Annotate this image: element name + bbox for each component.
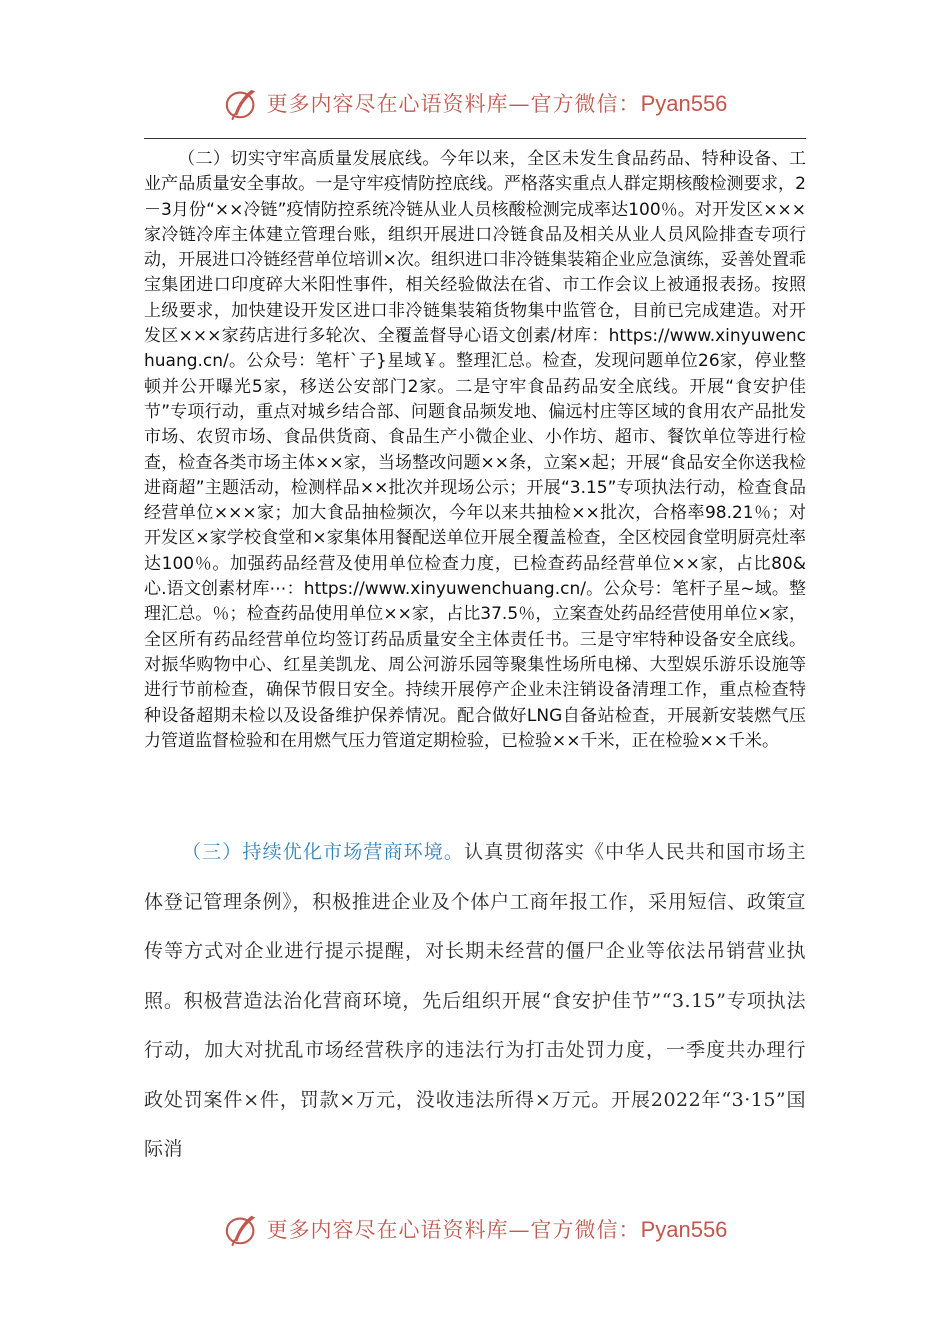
header-rule [144, 138, 806, 139]
quill-pen-logo-icon [223, 1210, 261, 1248]
watermark-text: 更多内容尽在心语资料库—官方微信：Pyan556 [266, 91, 728, 116]
quill-pen-logo-icon [223, 84, 261, 122]
section3-paragraph [144, 828, 806, 1175]
section2-paragraph: （二）切实守牢高质量发展底线。今年以来，全区未发生食品药品、特种设备、工业产品质量安全事故。一是守牢疫情防控底线。严格落实重点人群定期核酸检测要求，2－3月份“××冷链”疫情防控系统冷链从业人员核酸检测完成率达100％。对开发区×××家冷链冷库主体建立管理台账，组织开展进口冷链食品及相关从业人员风险排查专项行动，开展进口冷链经营单位培训×次。组织进口非冷链集装箱企业应急演练，妥善处置乖宝集团进口印度碎大米阳性事件，相关经验做法在省、市工作会议上被通报表扬。按照上级要求，加快建设开发区进口非冷链集装箱货物集中监管仓，目前已完成建造。对开发区×××家药店进行多轮次、全覆盖督导心语文创素/材库：https://www.xinyuwenchuang.cn/。公众号：笔杆`子}星域￥。整理汇总。检查，发现问题单位26家，停业整顿并公开曝光5家，移送公安部门2家。二是守牢食品药品安全底线。开展“食安护佳节”专项行动，重点对城乡结合部、问题食品频发地、偏远村庄等区域的食用农产品批发市场、农贸市场、食品供货商、食品生产小微企业、小作坊、超市、餐饮单位等进行检查，检查各类市场主体××家，当场整改问题××条，立案×起；开展“食品安全你送我检进商超”主题活动，检测样品××批次并现场公示；开展“3.15”专项执法行动，检查食品经营单位×××家；加大食品抽检频次，今年以来共抽检××批次，合格率98.21％；对开发区×家学校食堂和×家集体用餐配送单位开展全覆盖检查，全区校园食堂明厨亮灶率达100％。加强药品经营及使用单位检查力度，已检查药品经营单位××家，占比80&心.语文创素材库⋯：https://www.xinyuwenchuang.cn/。公众号：笔杆子星~域。整理汇总。％；检查药品使用单位××家，占比37.5％，立案查处药品经营使用单位×家，全区所有药品经营单位均签订药品质量安全主体责任书。三是守牢特种设备安全底线。对振华购物中心、红星美凯龙、周公河游乐园等聚集性场所电梯、大型娱乐游乐设施等进行节前检查，确保节假日安全。持续开展停产企业未注销设备清理工作，重点检查特种设备超期未检以及设备维护保养情况。配合做好LNG自备站检查，开展新安装燃气压力管道监督检验和在用燃气压力管道定期检验，已检验××千米，正在检验××千米。 [144, 149, 806, 751]
footer-watermark [0, 1210, 950, 1248]
section3-body: 认真贯彻落实《中华人民共和国市场主体登记管理条例》，积极推进企业及个体户工商年报工作，采用短信、政策宣传等方式对企业进行提示提醒，对长期未经营的僵尸企业等依法吊销营业执照。积极营造法治化营商环境，先后组织开展“食安护佳节”“3.15”专项执法行动，加大对扰乱市场经营秩序的违法行为打击处罚力度，一季度共办理行政处罚案件×件，罚款×万元，没收违法所得×万元。开展2022年“3·15”国际消 [144, 841, 806, 1160]
section3-heading: （三）持续优化市场营商环境。 [182, 841, 465, 863]
header-watermark [0, 84, 950, 122]
watermark-text: 更多内容尽在心语资料库—官方微信：Pyan556 [266, 1217, 728, 1242]
